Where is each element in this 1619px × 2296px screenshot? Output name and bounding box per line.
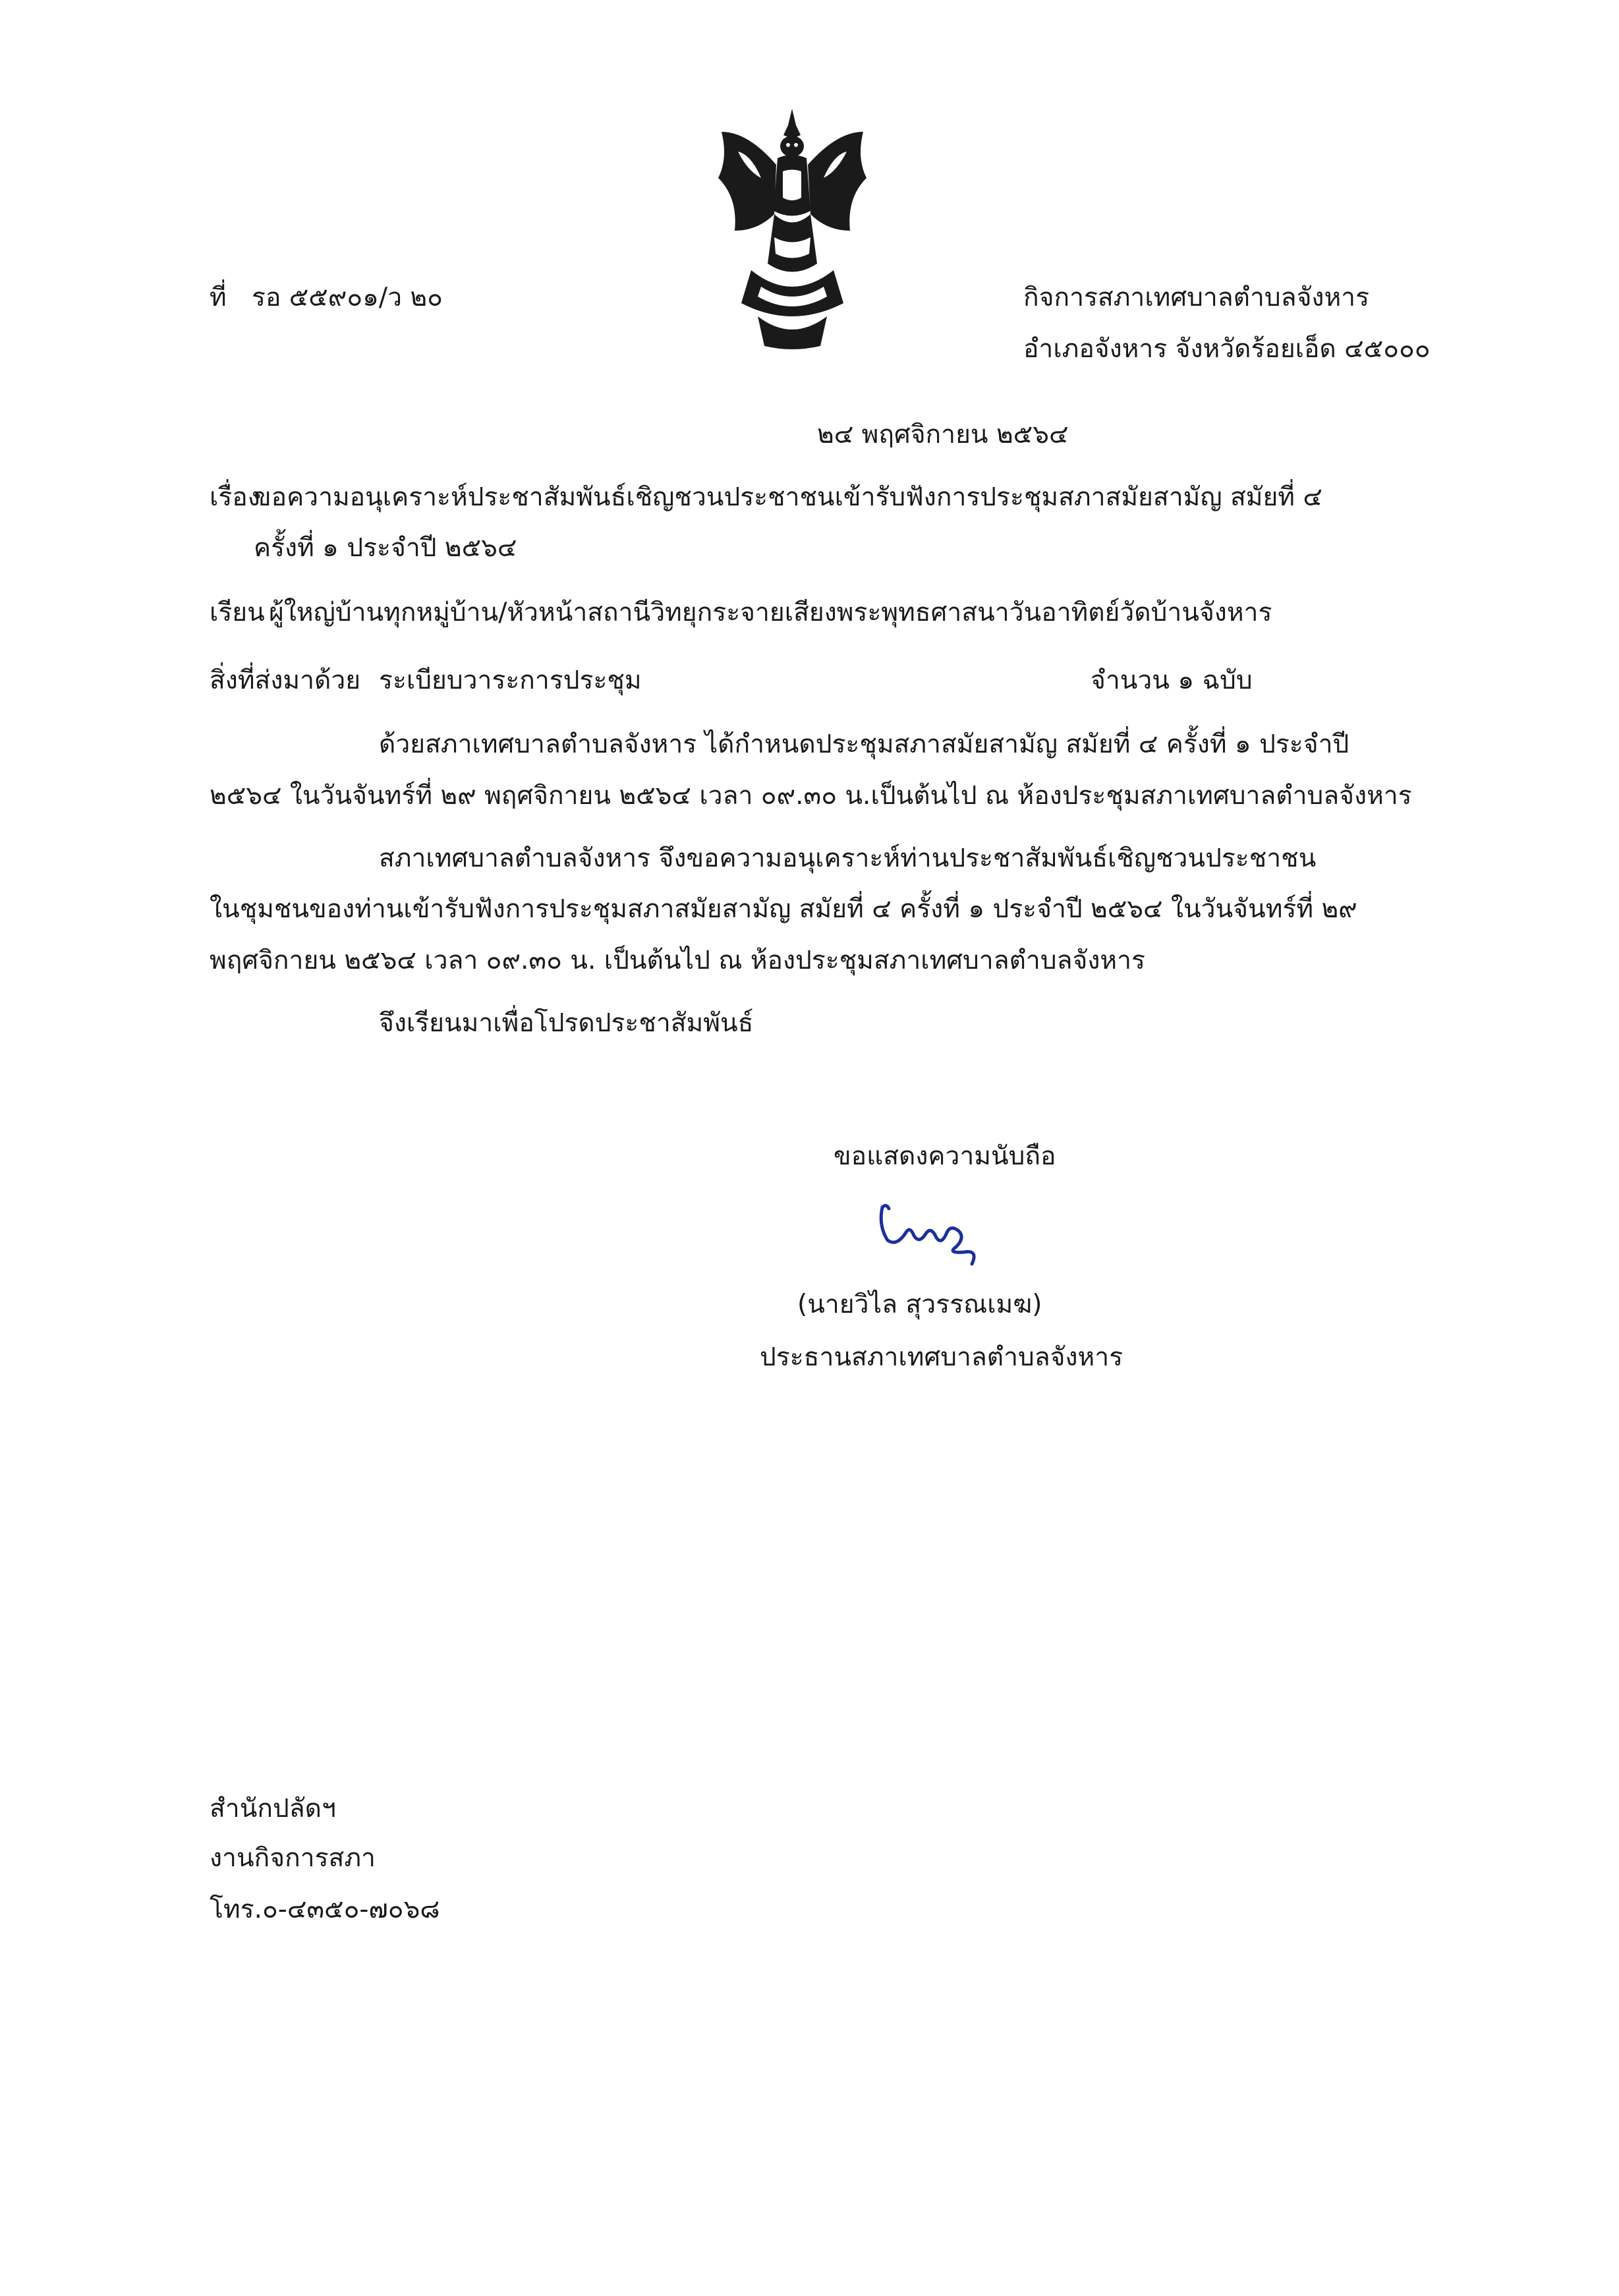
- subject-line-1: ขอความอนุเคราะห์ประชาสัมพันธ์เชิญชวนประชาชนเข้ารับฟังการประชุมสภาสมัยสามัญ สมัยที่ ๔: [254, 482, 1322, 512]
- enclosure-quantity: จำนวน ๑ ฉบับ: [1091, 666, 1253, 695]
- paragraph-2-line-3: พฤศจิกายน ๒๕๖๔ เวลา ๐๙.๓๐ น. เป็นต้นไป ณ ห้องประชุมสภาเทศบาลตำบลจังหาร: [210, 946, 1145, 975]
- paragraph-1-line-1: ด้วยสภาเทศบาลตำบลจังหาร ได้กำหนดประชุมสภาสมัยสามัญ สมัยที่ ๔ ครั้งที่ ๑ ประจำปี: [379, 730, 1349, 759]
- paragraph-2-line-1: สภาเทศบาลตำบลจังหาร จึงขอความอนุเคราะห์ท่านประชาสัมพันธ์เชิญชวนประชาชน: [379, 844, 1317, 873]
- recipient: ผู้ใหญ่บ้านทุกหมู่บ้าน/หัวหน้าสถานีวิทยุกระจายเสียงพระพุทธศาสนาวันอาทิตย์วัดบ้านจังหาร: [269, 598, 1272, 627]
- paragraph-2-line-2: ในชุมชนของท่านเข้ารับฟังการประชุมสภาสมัยสามัญ สมัยที่ ๔ ครั้งที่ ๑ ประจำปี ๒๕๖๔ ในวันจันทร์ที่ ๒๙: [210, 894, 1357, 924]
- letter-date: ๒๔ พฤศจิกายน ๒๕๖๔: [817, 420, 1069, 449]
- footer-department: สำนักปลัดฯ: [210, 1794, 336, 1823]
- office-name: กิจการสภาเทศบาลตำบลจังหาร: [1023, 283, 1370, 312]
- signer-title: ประธานสภาเทศบาลตำบลจังหาร: [760, 1342, 1123, 1372]
- footer-phone: โทร.๐-๔๓๕๐-๗๐๖๘: [210, 1895, 440, 1924]
- reference-number: รอ ๕๕๙๐๑/ว ๒๐: [252, 283, 443, 312]
- paragraph-1-line-2: ๒๕๖๔ ในวันจันทร์ที่ ๒๙ พฤศจิกายน ๒๕๖๔ เวลา ๐๙.๓๐ น.เป็นต้นไป ณ ห้องประชุมสภาเทศบาลตำบลจังหาร: [210, 781, 1412, 811]
- garuda-emblem: [712, 105, 873, 353]
- subject-line-2: ครั้งที่ ๑ ประจำปี ๒๕๖๔: [254, 533, 517, 563]
- paragraph-3: จึงเรียนมาเพื่อโปรดประชาสัมพันธ์: [379, 1008, 754, 1038]
- signature-image: [873, 1199, 992, 1272]
- recipient-label: เรียน: [210, 598, 265, 627]
- office-address: อำเภอจังหาร จังหวัดร้อยเอ็ด ๔๕๐๐๐: [1023, 334, 1431, 364]
- signer-name: (นายวิไล สุวรรณเมฆ): [797, 1290, 1042, 1319]
- reference-label: ที่: [210, 283, 227, 312]
- subject-label: เรื่อง: [210, 482, 260, 512]
- closing-salutation: ขอแสดงความนับถือ: [834, 1141, 1056, 1171]
- enclosure-item: ระเบียบวาระการประชุม: [379, 666, 642, 695]
- footer-section: งานกิจการสภา: [210, 1843, 376, 1873]
- enclosure-label: สิ่งที่ส่งมาด้วย: [210, 666, 361, 695]
